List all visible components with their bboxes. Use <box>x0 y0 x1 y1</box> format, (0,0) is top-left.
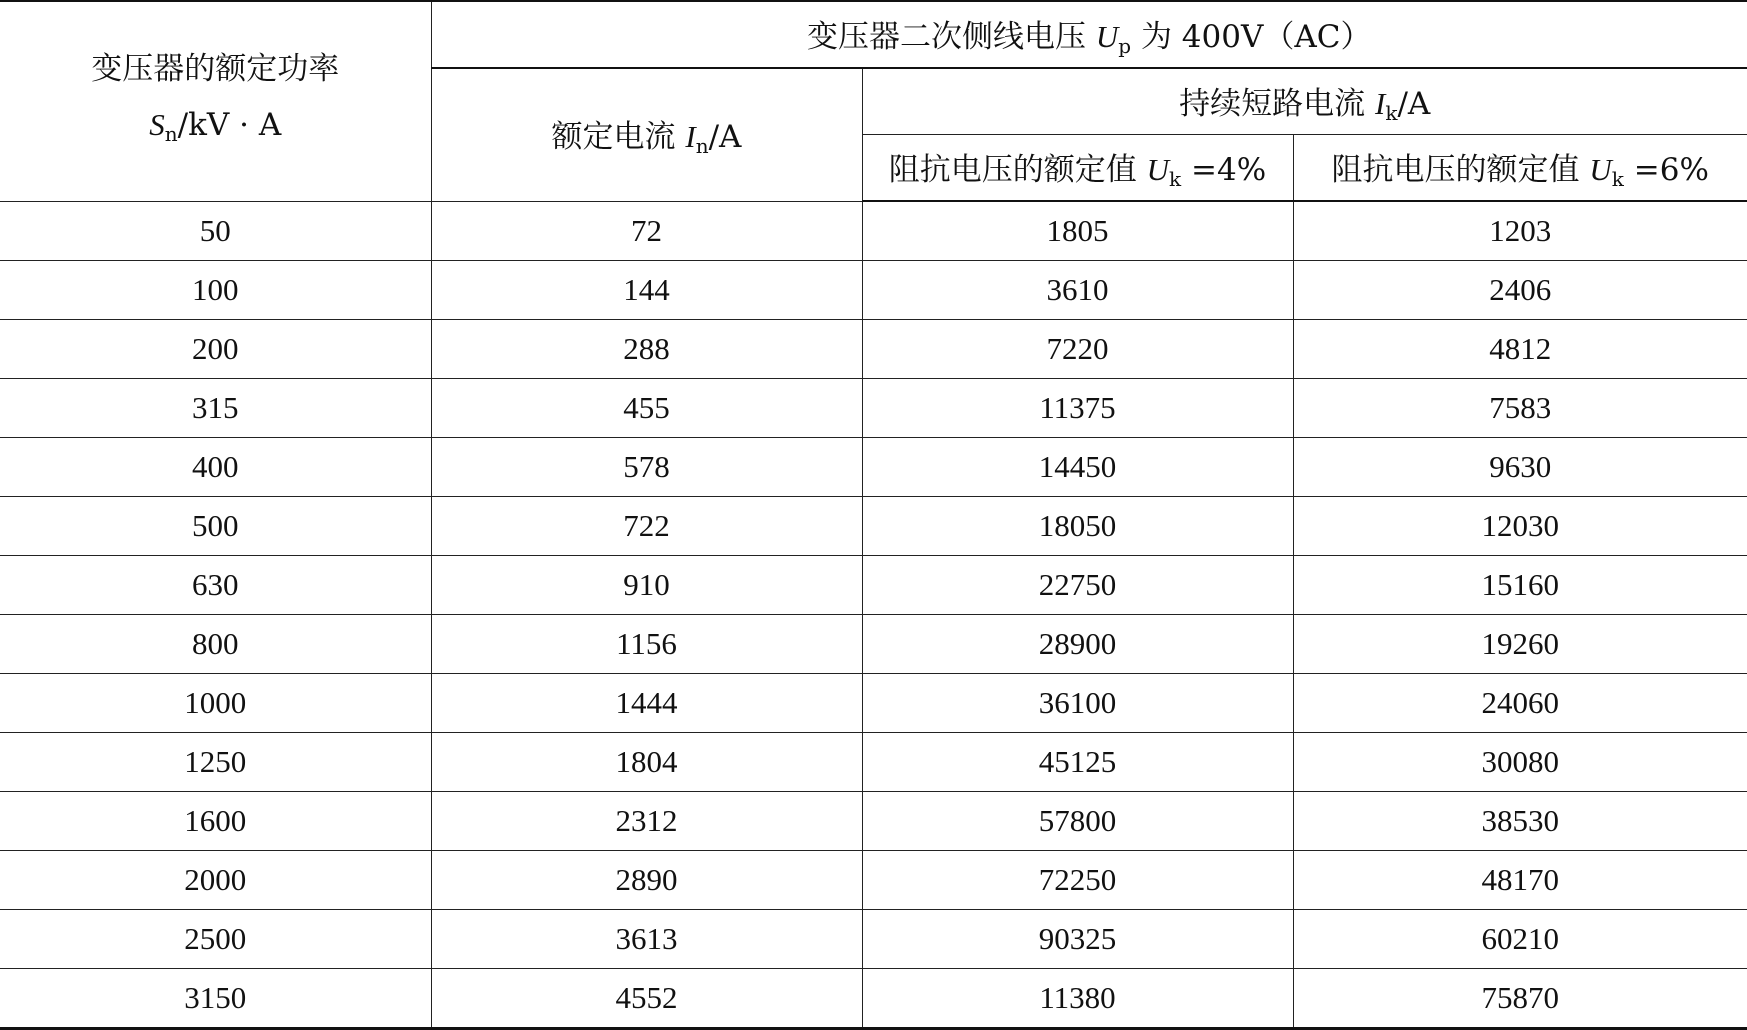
table-row <box>0 497 1747 556</box>
rated-current-cell: 3613 <box>431 910 862 969</box>
short-circuit-6-cell: 19260 <box>1293 615 1747 674</box>
table-row <box>0 969 1747 1029</box>
impedance-6-subscript: k <box>1611 167 1624 191</box>
rated-current-cell: 2890 <box>431 851 862 910</box>
table-row <box>0 320 1747 379</box>
short-circuit-current-header <box>862 68 1747 135</box>
short-circuit-symbol: I <box>1375 86 1386 121</box>
table-row <box>0 910 1747 969</box>
voltage-symbol: U <box>1095 19 1119 54</box>
secondary-voltage-text: 变压器二次侧线电压 <box>807 19 1096 55</box>
rated-power-cell: 500 <box>0 497 431 556</box>
rated-power-cell: 3150 <box>0 969 431 1029</box>
short-circuit-4-cell: 28900 <box>862 615 1293 674</box>
rated-power-cell: 50 <box>0 201 431 261</box>
short-circuit-4-cell: 22750 <box>862 556 1293 615</box>
rated-power-cell: 2000 <box>0 851 431 910</box>
rated-current-cell: 4552 <box>431 969 862 1029</box>
rated-power-cell: 400 <box>0 438 431 497</box>
rated-power-cell: 315 <box>0 379 431 438</box>
short-circuit-4-cell: 11375 <box>862 379 1293 438</box>
power-symbol: S <box>149 106 165 142</box>
table-row <box>0 438 1747 497</box>
rated-current-cell: 1156 <box>431 615 862 674</box>
rated-power-cell: 1250 <box>0 733 431 792</box>
short-circuit-6-cell: 4812 <box>1293 320 1747 379</box>
rated-current-cell: 455 <box>431 379 862 438</box>
short-circuit-4-cell: 45125 <box>862 733 1293 792</box>
rated-current-symbol: I <box>685 119 696 155</box>
secondary-voltage-header <box>431 1 1747 68</box>
table-header <box>0 1 1747 201</box>
short-circuit-6-cell: 9630 <box>1293 438 1747 497</box>
short-circuit-4-cell: 3610 <box>862 261 1293 320</box>
short-circuit-6-cell: 15160 <box>1293 556 1747 615</box>
impedance-4-value: =4% <box>1181 152 1267 188</box>
short-circuit-text: 持续短路电流 <box>1179 86 1376 122</box>
rated-current-cell: 288 <box>431 320 862 379</box>
rated-current-header <box>431 68 862 201</box>
table-row <box>0 792 1747 851</box>
table-row <box>0 615 1747 674</box>
short-circuit-6-cell: 1203 <box>1293 201 1747 261</box>
rated-current-cell: 1804 <box>431 733 862 792</box>
short-circuit-6-cell: 38530 <box>1293 792 1747 851</box>
rated-current-cell: 72 <box>431 201 862 261</box>
short-circuit-4-cell: 1805 <box>862 201 1293 261</box>
rated-current-cell: 722 <box>431 497 862 556</box>
rated-current-cell: 2312 <box>431 792 862 851</box>
power-unit: /kV · A <box>177 106 282 143</box>
rated-current-cell: 910 <box>431 556 862 615</box>
rated-current-unit: /A <box>708 119 742 156</box>
short-circuit-4-cell: 14450 <box>862 438 1293 497</box>
rated-power-cell: 630 <box>0 556 431 615</box>
short-circuit-4-cell: 18050 <box>862 497 1293 556</box>
power-subscript: n <box>164 121 178 146</box>
short-circuit-6-cell: 48170 <box>1293 851 1747 910</box>
rated-current-text: 额定电流 <box>551 119 686 156</box>
short-circuit-6-cell: 60210 <box>1293 910 1747 969</box>
impedance-6-value: =6% <box>1623 152 1709 188</box>
short-circuit-unit: /A <box>1397 86 1431 122</box>
rated-power-header <box>0 1 431 201</box>
short-circuit-4-cell: 90325 <box>862 910 1293 969</box>
short-circuit-4-cell: 72250 <box>862 851 1293 910</box>
impedance-4-text: 阻抗电压的额定值 <box>888 152 1147 188</box>
table-body <box>0 201 1747 1029</box>
table-row <box>0 379 1747 438</box>
rated-power-cell: 1600 <box>0 792 431 851</box>
short-circuit-4-cell: 11380 <box>862 969 1293 1029</box>
short-circuit-6-cell: 12030 <box>1293 497 1747 556</box>
table-row <box>0 556 1747 615</box>
rated-power-cell: 800 <box>0 615 431 674</box>
short-circuit-4-cell: 57800 <box>862 792 1293 851</box>
short-circuit-6-cell: 24060 <box>1293 674 1747 733</box>
short-circuit-6-cell: 2406 <box>1293 261 1747 320</box>
table-row <box>0 201 1747 261</box>
impedance-4-symbol: U <box>1146 152 1170 187</box>
table-row <box>0 733 1747 792</box>
short-circuit-6-cell: 7583 <box>1293 379 1747 438</box>
rated-power-cell: 2500 <box>0 910 431 969</box>
rated-current-subscript: n <box>695 134 709 159</box>
rated-power-header-line1: 变压器的额定功率 <box>91 50 340 87</box>
short-circuit-6-cell: 30080 <box>1293 733 1747 792</box>
impedance-4-subscript: k <box>1169 167 1182 191</box>
voltage-value: 为 400V（AC） <box>1131 19 1372 55</box>
voltage-subscript: p <box>1118 34 1132 58</box>
rated-power-header-line2 <box>0 97 431 162</box>
short-circuit-4-cell: 7220 <box>862 320 1293 379</box>
rated-power-cell: 200 <box>0 320 431 379</box>
impedance-6-text: 阻抗电压的额定值 <box>1331 152 1590 188</box>
impedance-6-header <box>1293 135 1747 202</box>
rated-power-cell: 100 <box>0 261 431 320</box>
rated-current-cell: 578 <box>431 438 862 497</box>
short-circuit-4-cell: 36100 <box>862 674 1293 733</box>
table-row <box>0 674 1747 733</box>
short-circuit-6-cell: 75870 <box>1293 969 1747 1029</box>
table-row <box>0 851 1747 910</box>
table-row <box>0 261 1747 320</box>
rated-current-cell: 144 <box>431 261 862 320</box>
impedance-6-symbol: U <box>1589 152 1612 187</box>
short-circuit-subscript: k <box>1385 101 1398 125</box>
impedance-4-header <box>862 135 1293 202</box>
rated-power-cell: 1000 <box>0 674 431 733</box>
rated-current-cell: 1444 <box>431 674 862 733</box>
